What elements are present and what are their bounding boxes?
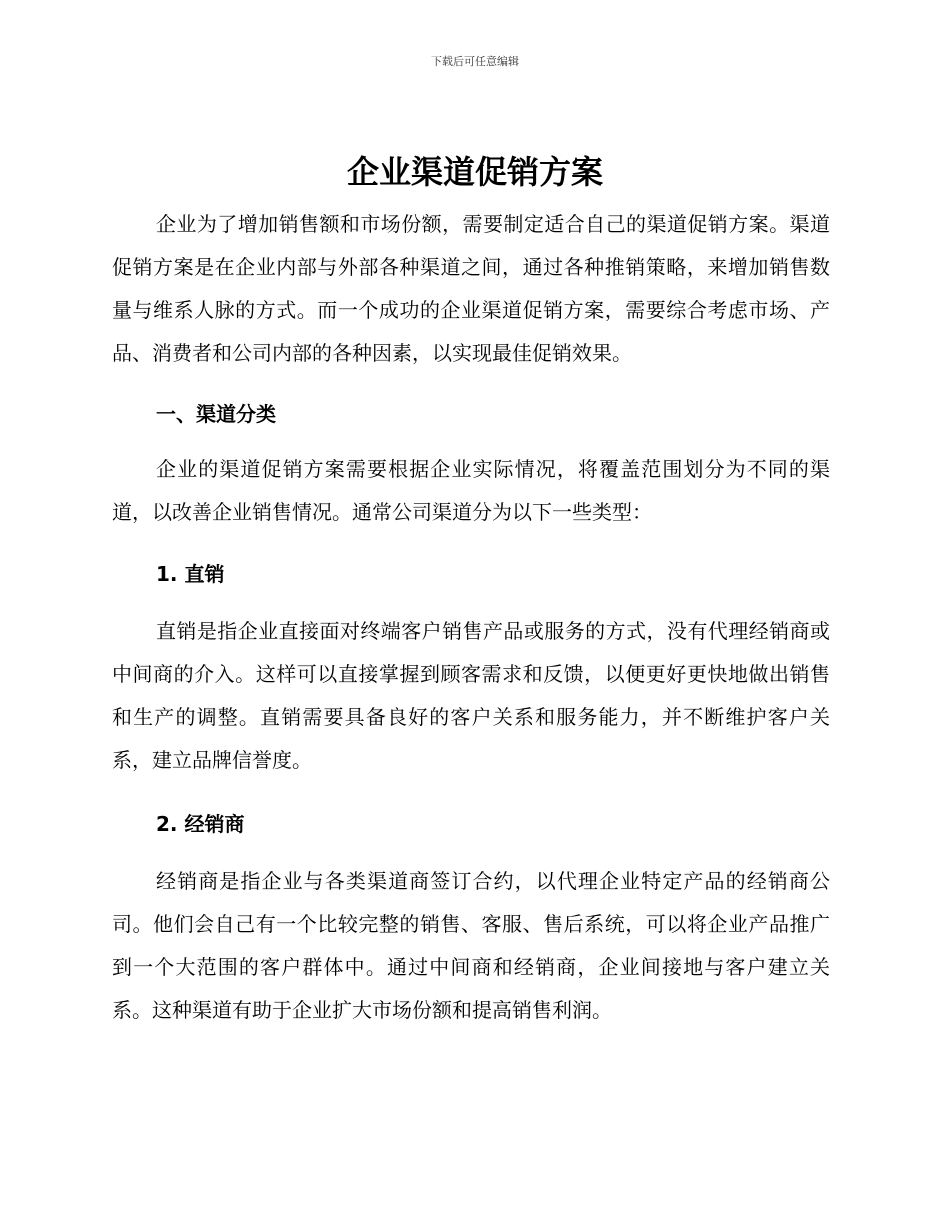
document-title: 企业渠道促销方案 [346,153,603,191]
section-paragraph-channel-types: 企业的渠道促销方案需要根据企业实际情况，将覆盖范围划分为不同的渠道，以改善企业销售情况。通常公司渠道分为以下一些类型： [112,457,830,524]
subsection-paragraph-distributors: 经销商是指企业与各类渠道商签订合约，以代理企业特定产品的经销商公司。他们会自己有一个比较完整的销售、客服、售后系统，可以将企业产品推广到一个大范围的客户群体中。通过中间商和经销商，企业间接地与客户建立关系。这种渠道有助于企业扩大市场份额和提高销售利润。 [112,869,830,1022]
subsection-paragraph-direct-sales: 直销是指企业直接面对终端客户销售产品或服务的方式，没有代理经销商或中间商的介入。这样可以直接掌握到顾客需求和反馈，以便更好更快地做出销售和生产的调整。直销需要具备良好的客户关系和服务能力，并不断维护客户关系，建立品牌信誉度。 [112,619,830,772]
section-heading-channel-types: 一、渠道分类 [156,402,276,426]
subsection-heading-distributors: 2. 经销商 [156,812,245,836]
subsection-heading-direct-sales: 1. 直销 [156,562,225,586]
page-header-note: 下载后可任意编辑 [431,55,519,68]
intro-paragraph: 企业为了增加销售额和市场份额，需要制定适合自己的渠道促销方案。渠道促销方案是在企业内部与外部各种渠道之间，通过各种推销策略，来增加销售数量与维系人脉的方式。而一个成功的企业渠道促销方案，需要综合考虑市场、产品、消费者和公司内部的各种因素，以实现最佳促销效果。 [112,212,830,365]
